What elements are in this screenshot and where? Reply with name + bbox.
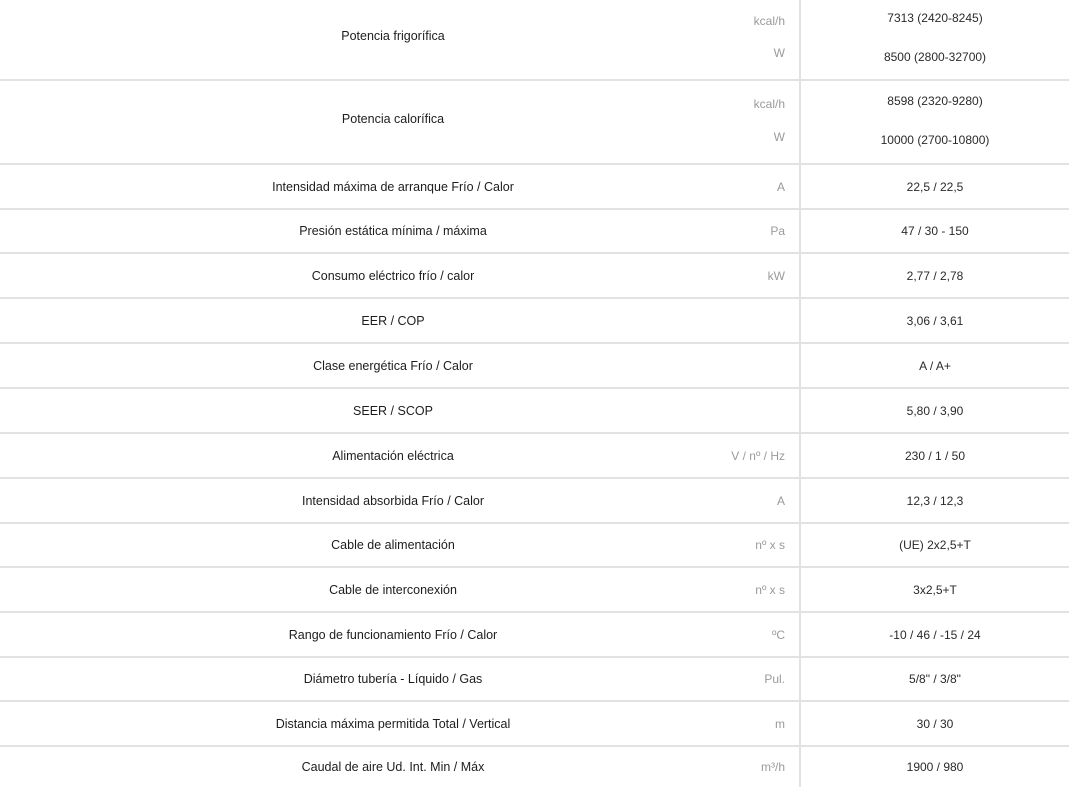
units-cell <box>690 479 800 522</box>
spec-row-interconnection-cable <box>0 568 1069 613</box>
value-text: 30 / 30 <box>916 716 954 731</box>
units-cell <box>690 389 800 432</box>
row-label: Distancia máxima permitida Total / Vertical <box>275 716 511 731</box>
row-label: Rango de funcionamiento Frío / Calor <box>288 627 498 642</box>
values-cell <box>801 389 1069 432</box>
row-label: Clase energética Frío / Calor <box>313 358 473 373</box>
unit-text: m³/h <box>761 760 785 774</box>
row-label: Consumo eléctrico frío / calor <box>311 268 475 283</box>
unit-text: V / nº / Hz <box>731 448 785 463</box>
unit-text: kcal/h <box>753 97 785 111</box>
units-cell <box>690 747 800 787</box>
spec-row-eer-cop <box>0 299 1069 344</box>
units-cell <box>690 210 800 252</box>
row-label: Potencia calorífica <box>341 112 445 126</box>
units-cell <box>690 702 800 745</box>
unit-text: nº x s <box>755 582 785 597</box>
unit-text: W <box>773 130 785 144</box>
value-text: 12,3 / 12,3 <box>906 493 964 508</box>
column-divider <box>799 0 801 787</box>
values-cell <box>801 568 1069 611</box>
spec-row-absorbed-current <box>0 479 1069 524</box>
value-text: 8500 (2800-32700) <box>883 50 987 64</box>
values-cell <box>801 299 1069 342</box>
values-cell <box>801 479 1069 522</box>
spec-row-max-distance <box>0 702 1069 747</box>
units-cell <box>690 81 800 163</box>
value-text: 2,77 / 2,78 <box>906 268 964 283</box>
spec-row-power-consumption <box>0 254 1069 299</box>
unit-text: kcal/h <box>753 14 785 28</box>
row-label: Potencia frigorífica <box>341 29 445 43</box>
spec-row-cooling-power <box>0 0 1069 81</box>
units-cell <box>690 344 800 387</box>
values-cell <box>801 210 1069 252</box>
units-cell <box>690 0 800 79</box>
value-text: 5,80 / 3,90 <box>906 403 964 418</box>
value-text: 22,5 / 22,5 <box>906 179 964 194</box>
values-cell <box>801 747 1069 787</box>
row-label: Presión estática mínima / máxima <box>299 224 487 238</box>
value-text: A / A+ <box>919 358 951 373</box>
spec-row-air-flow <box>0 747 1069 787</box>
spec-row-seer-scop <box>0 389 1069 434</box>
values-cell <box>801 0 1069 79</box>
units-cell <box>690 524 800 566</box>
value-text: 47 / 30 - 150 <box>901 224 969 238</box>
units-cell <box>690 165 800 208</box>
unit-text: kW <box>767 268 785 283</box>
values-cell <box>801 254 1069 297</box>
values-cell <box>801 658 1069 700</box>
units-cell <box>690 658 800 700</box>
row-label: Diámetro tubería - Líquido / Gas <box>303 672 483 686</box>
units-cell <box>690 613 800 656</box>
value-text: 8598 (2320-9280) <box>887 94 983 108</box>
unit-text: A <box>776 493 785 508</box>
row-label: Intensidad máxima de arranque Frío / Calor <box>272 179 514 194</box>
row-label: Caudal de aire Ud. Int. Min / Máx <box>301 760 485 774</box>
units-cell <box>690 434 800 477</box>
units-cell <box>690 299 800 342</box>
value-text: 7313 (2420-8245) <box>887 11 983 25</box>
value-text: 5/8" / 3/8" <box>909 672 961 686</box>
spec-row-energy-class <box>0 344 1069 389</box>
value-text: 1900 / 980 <box>906 760 964 774</box>
values-cell <box>801 165 1069 208</box>
row-label: Cable de interconexión <box>329 582 457 597</box>
value-text: 230 / 1 / 50 <box>904 448 966 463</box>
spec-row-max-start-current <box>0 165 1069 210</box>
row-label: Alimentación eléctrica <box>332 448 454 463</box>
values-cell <box>801 81 1069 163</box>
unit-text: nº x s <box>755 538 785 552</box>
row-label: Cable de alimentación <box>331 538 455 552</box>
spec-row-static-pressure <box>0 210 1069 254</box>
spec-row-operating-range <box>0 613 1069 658</box>
units-cell <box>690 254 800 297</box>
row-label: SEER / SCOP <box>353 403 433 418</box>
unit-text: Pa <box>770 224 785 238</box>
unit-text: m <box>775 716 785 731</box>
spec-row-power-supply <box>0 434 1069 479</box>
spec-row-pipe-diameter <box>0 658 1069 702</box>
values-cell <box>801 613 1069 656</box>
value-text: 3,06 / 3,61 <box>906 313 964 328</box>
values-cell <box>801 702 1069 745</box>
row-label: EER / COP <box>361 313 425 328</box>
values-cell <box>801 434 1069 477</box>
unit-text: W <box>773 46 785 60</box>
spec-row-heating-power <box>0 81 1069 165</box>
values-cell <box>801 344 1069 387</box>
units-cell <box>690 568 800 611</box>
row-label: Intensidad absorbida Frío / Calor <box>301 493 485 508</box>
value-text: 10000 (2700-10800) <box>880 133 990 147</box>
unit-text: A <box>776 179 785 194</box>
value-text: -10 / 46 / -15 / 24 <box>889 627 981 642</box>
values-cell <box>801 524 1069 566</box>
spec-row-supply-cable <box>0 524 1069 568</box>
value-text: (UE) 2x2,5+T <box>899 538 971 552</box>
unit-text: Pul. <box>764 672 785 686</box>
unit-text: ºC <box>771 627 785 642</box>
value-text: 3x2,5+T <box>913 582 957 597</box>
